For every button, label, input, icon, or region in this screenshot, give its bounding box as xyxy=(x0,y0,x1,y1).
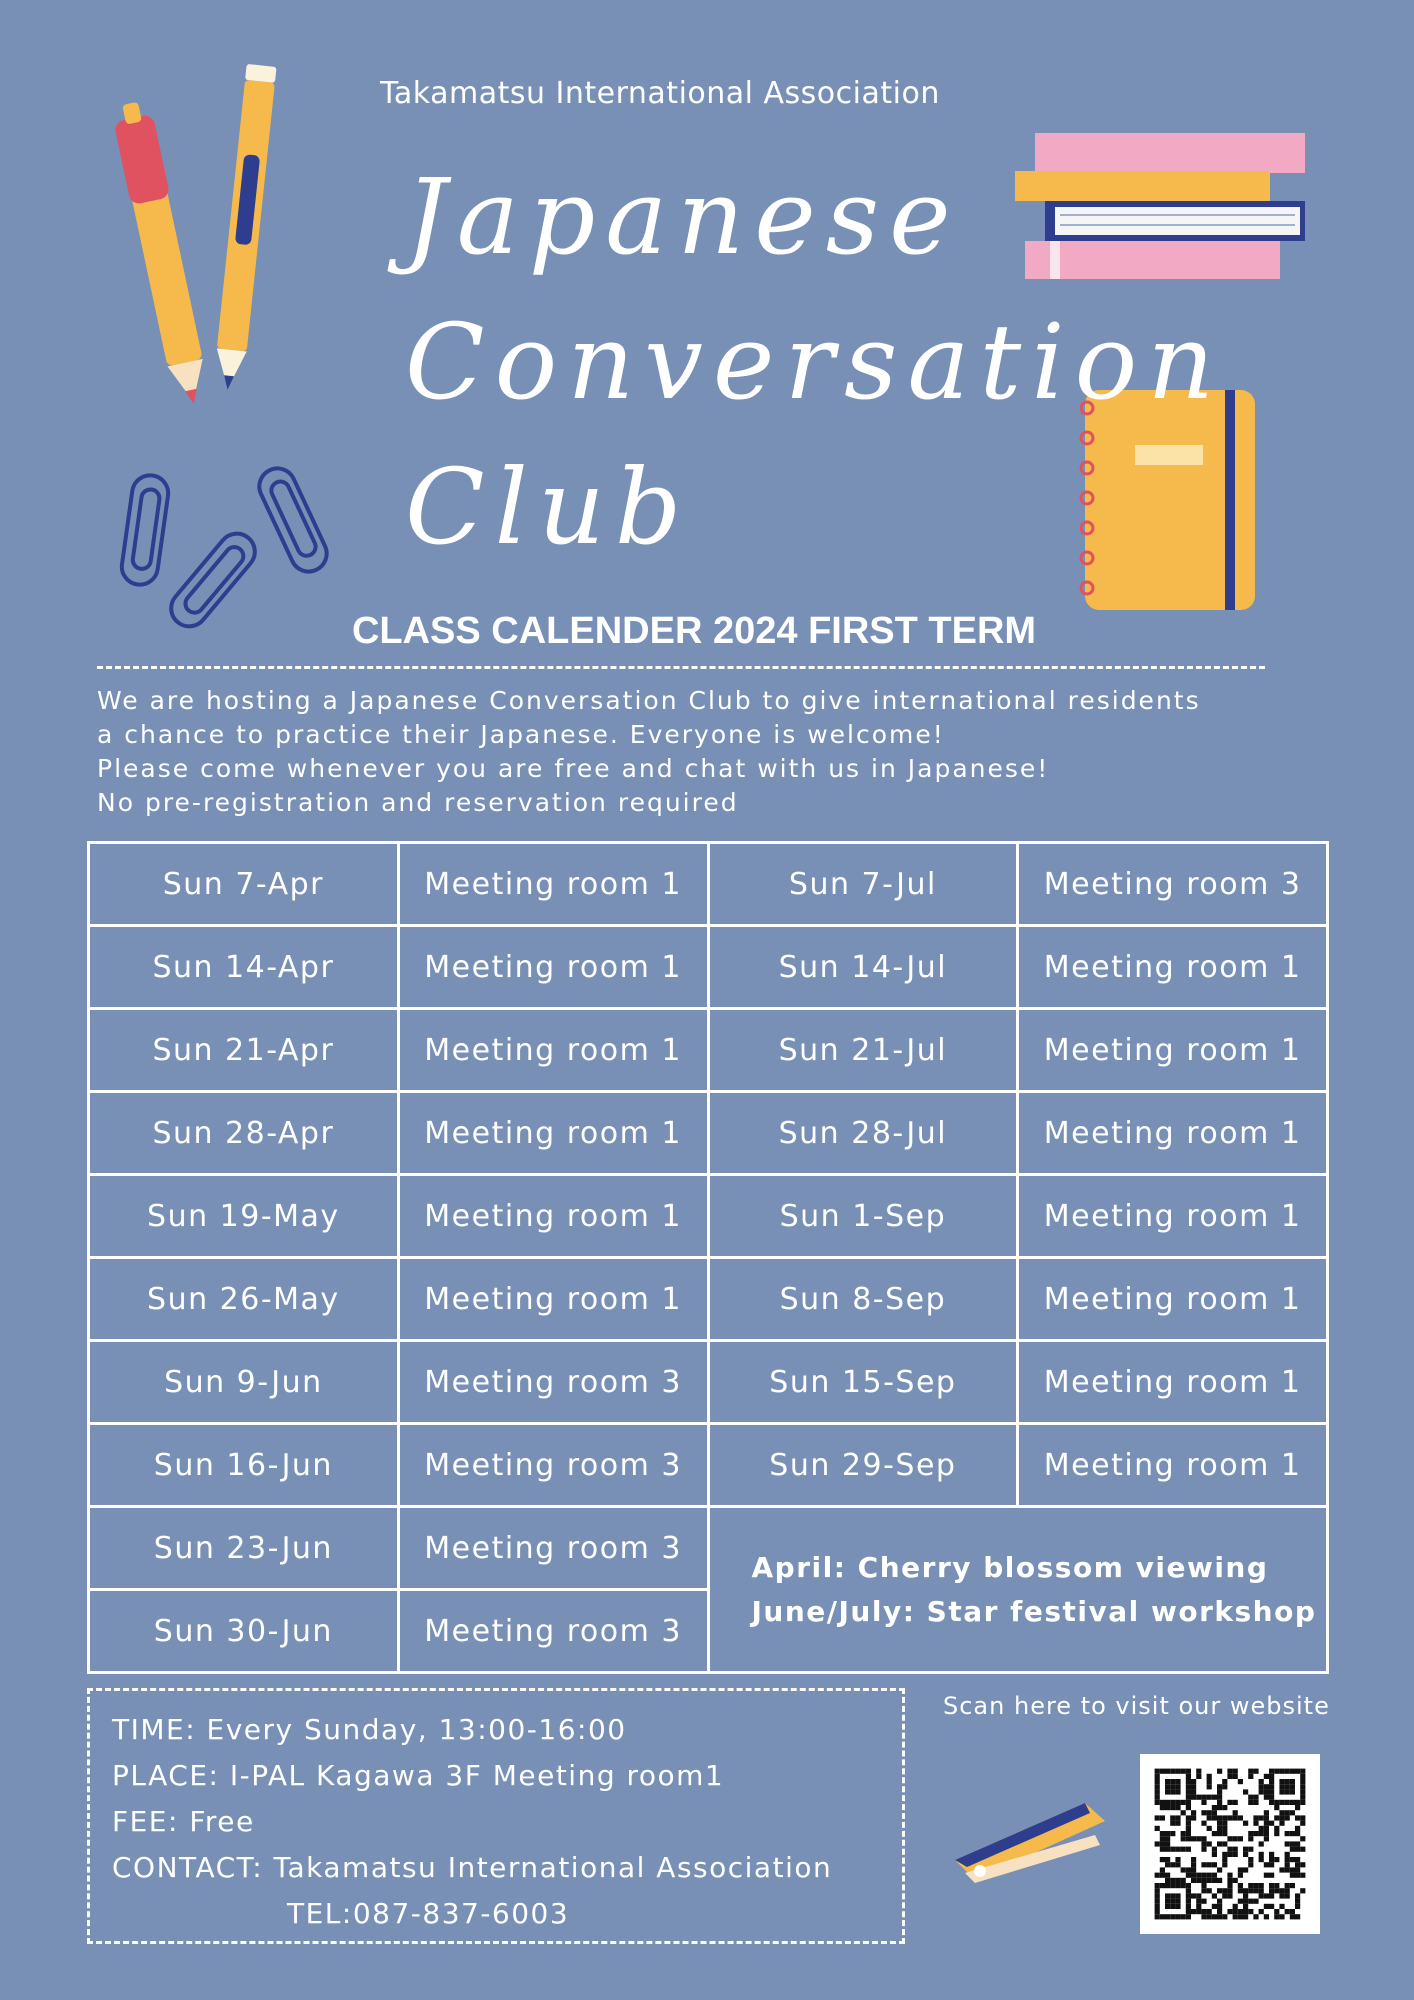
room-cell: Meeting room 1 xyxy=(1018,1424,1328,1507)
calendar-heading: CLASS CALENDER 2024 FIRST TERM xyxy=(351,610,1037,652)
room-cell: Meeting room 1 xyxy=(1018,1175,1328,1258)
room-cell: Meeting room 3 xyxy=(398,1424,708,1507)
date-cell: Sun 21-Jul xyxy=(708,1009,1018,1092)
events-cell xyxy=(708,1507,1328,1673)
date-cell: Sun 9-Jun xyxy=(89,1341,399,1424)
room-cell: Meeting room 1 xyxy=(1018,1258,1328,1341)
stapler-illustration xyxy=(945,1785,1110,1885)
date-cell: Sun 28-Jul xyxy=(708,1092,1018,1175)
table-row xyxy=(89,1009,1328,1092)
organization-name: Takamatsu International Association xyxy=(380,76,940,111)
date-cell: Sun 14-Jul xyxy=(708,926,1018,1009)
date-cell: Sun 29-Sep xyxy=(708,1424,1018,1507)
room-cell: Meeting room 1 xyxy=(1018,926,1328,1009)
intro-line: We are hosting a Japanese Conversation Club to give international residents xyxy=(97,686,1201,715)
date-cell: Sun 8-Sep xyxy=(708,1258,1018,1341)
date-cell: Sun 19-May xyxy=(89,1175,399,1258)
room-cell: Meeting room 1 xyxy=(398,1092,708,1175)
event-line: June/July: Star festival workshop xyxy=(751,1594,1317,1628)
info-place: PLACE: I-PAL Kagawa 3F Meeting room1 xyxy=(112,1759,725,1792)
room-cell: Meeting room 1 xyxy=(398,843,708,926)
title-line-1: Japanese xyxy=(405,156,961,278)
title-line-2: Conversation xyxy=(405,301,1225,423)
room-cell: Meeting room 1 xyxy=(1018,1341,1328,1424)
date-cell: Sun 7-Apr xyxy=(89,843,399,926)
books-illustration xyxy=(1010,125,1310,285)
date-cell: Sun 7-Jul xyxy=(708,843,1018,926)
date-cell: Sun 15-Sep xyxy=(708,1341,1018,1424)
table-row xyxy=(89,1507,1328,1590)
date-cell: Sun 26-May xyxy=(89,1258,399,1341)
intro-line: No pre-registration and reservation required xyxy=(97,788,739,817)
date-cell: Sun 14-Apr xyxy=(89,926,399,1009)
table-row xyxy=(89,1092,1328,1175)
date-cell: Sun 1-Sep xyxy=(708,1175,1018,1258)
intro-line: Please come whenever you are free and chat with us in Japanese! xyxy=(97,754,1050,783)
table-row xyxy=(89,1258,1328,1341)
dashed-divider xyxy=(97,666,1265,669)
table-row xyxy=(89,843,1328,926)
room-cell: Meeting room 1 xyxy=(398,1175,708,1258)
date-cell: Sun 16-Jun xyxy=(89,1424,399,1507)
pencils-illustration xyxy=(110,55,300,415)
room-cell: Meeting room 1 xyxy=(1018,1009,1328,1092)
notebook-illustration xyxy=(1075,390,1265,615)
room-cell: Meeting room 3 xyxy=(398,1341,708,1424)
intro-line: a chance to practice their Japanese. Everyone is welcome! xyxy=(97,720,945,749)
qr-code-icon xyxy=(1140,1754,1320,1934)
room-cell: Meeting room 1 xyxy=(398,1009,708,1092)
event-line: April: Cherry blossom viewing xyxy=(751,1550,1269,1584)
info-tel: TEL:087-837-6003 xyxy=(287,1897,570,1930)
table-row xyxy=(89,1341,1328,1424)
qr-caption: Scan here to visit our website xyxy=(943,1692,1330,1720)
title-line-3: Club xyxy=(405,446,692,568)
info-time: TIME: Every Sunday, 13:00-16:00 xyxy=(112,1713,627,1746)
table-row xyxy=(89,1175,1328,1258)
qr-code[interactable] xyxy=(1140,1754,1320,1934)
date-cell: Sun 23-Jun xyxy=(89,1507,399,1590)
table-row xyxy=(89,926,1328,1009)
intro-text xyxy=(97,684,1357,820)
date-cell: Sun 21-Apr xyxy=(89,1009,399,1092)
schedule-table xyxy=(87,841,1329,1674)
info-box xyxy=(87,1688,905,1944)
info-fee: FEE: Free xyxy=(112,1805,255,1838)
table-row xyxy=(89,1424,1328,1507)
room-cell: Meeting room 3 xyxy=(398,1590,708,1673)
room-cell: Meeting room 3 xyxy=(398,1507,708,1590)
room-cell: Meeting room 1 xyxy=(398,1258,708,1341)
info-contact: CONTACT: Takamatsu International Association xyxy=(112,1851,833,1884)
room-cell: Meeting room 3 xyxy=(1018,843,1328,926)
date-cell: Sun 28-Apr xyxy=(89,1092,399,1175)
room-cell: Meeting room 1 xyxy=(398,926,708,1009)
date-cell: Sun 30-Jun xyxy=(89,1590,399,1673)
room-cell: Meeting room 1 xyxy=(1018,1092,1328,1175)
